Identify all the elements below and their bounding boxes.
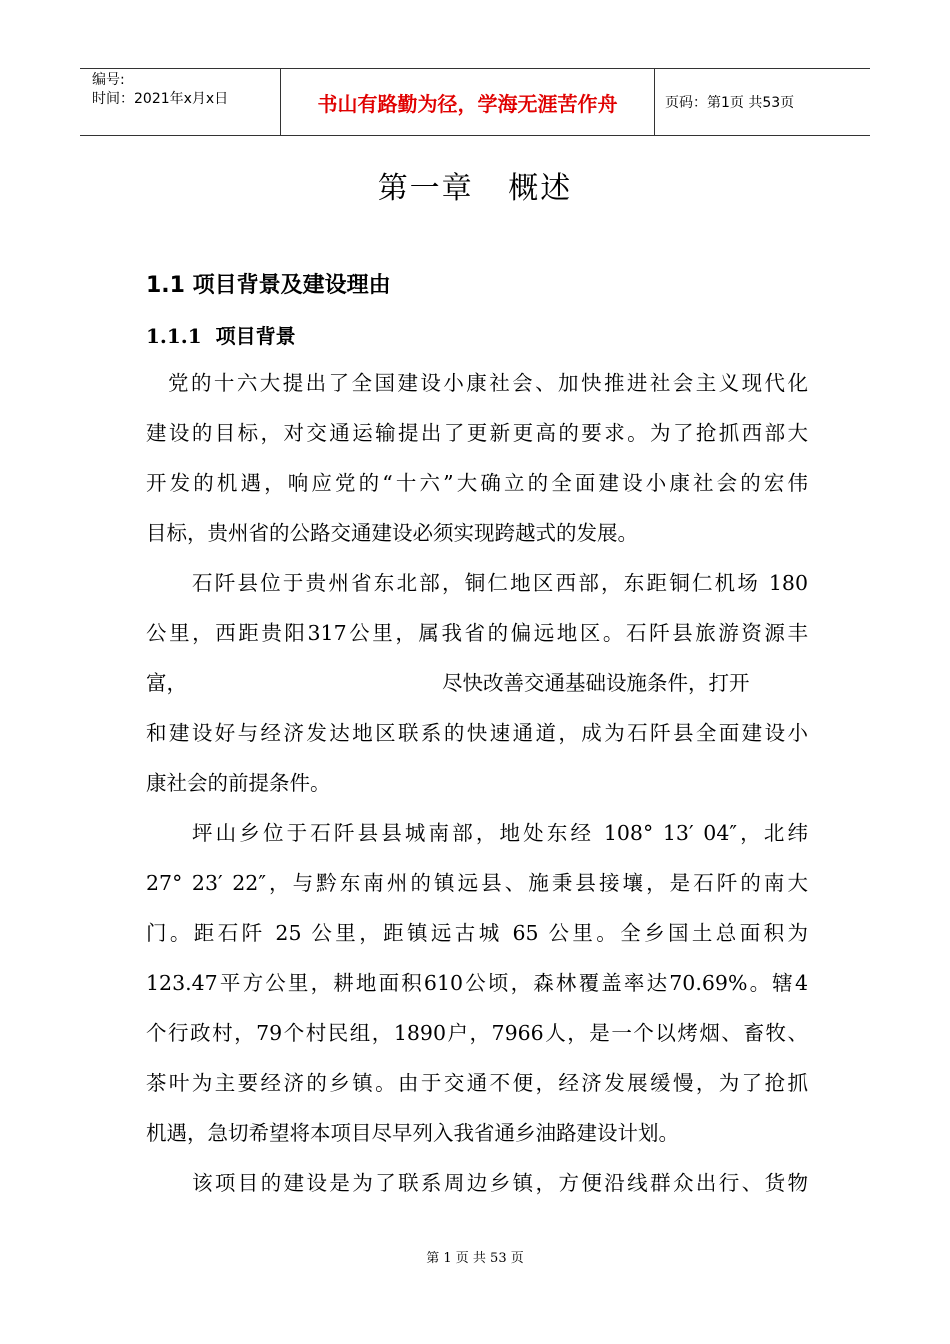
- paragraph-line: 27° 23′ 22″，与黔东南州的镇远县、施秉县接壤，是石阡的南大: [146, 871, 808, 895]
- body-text: [146, 358, 808, 1208]
- paragraph-line: 公里，西距贵阳317公里，属我省的偏远地区。石阡县旅游资源丰: [146, 621, 808, 645]
- paragraph-line: 个行政村，79个村民组，1890户，7966人，是一个以烤烟、畜牧、: [146, 1021, 808, 1045]
- paragraph-line: 123.47平方公里，耕地面积610公顷，森林覆盖率达70.69%。辖4: [146, 971, 808, 995]
- header-meta-cell: [80, 69, 281, 135]
- document-time-label: 时间：2021年x月x日: [92, 91, 229, 107]
- paragraph-line: 目标，贵州省的公路交通建设必须实现跨越式的发展。: [146, 521, 638, 545]
- paragraph-fragment: 尽快改善交通基础设施条件，打开: [442, 671, 750, 695]
- paragraph-line: 机遇，急切希望将本项目尽早列入我省通乡油路建设计划。: [146, 1121, 679, 1145]
- paragraph-line: 开发的机遇，响应党的“十六”大确立的全面建设小康社会的宏伟: [146, 471, 808, 495]
- header-page-info: 页码：第1页 共53页: [665, 95, 795, 111]
- paragraph-line: 茶叶为主要经济的乡镇。由于交通不便，经济发展缓慢，为了抢抓: [146, 1071, 808, 1095]
- paragraph-line: 坪山乡位于石阡县县城南部，地处东经 108° 13′ 04″，北纬: [192, 821, 808, 845]
- chapter-title: 第一章 概述: [377, 171, 573, 206]
- document-number-label: 编号:: [92, 72, 125, 88]
- section-title: 1.1 项目背景及建设理由: [146, 273, 391, 298]
- page-footer: 第 1 页 共 53 页: [426, 1251, 524, 1266]
- paragraph-line: 党的十六大提出了全国建设小康社会、加快推进社会主义现代化: [168, 371, 808, 395]
- subsection-title: 1.1.1 项目背景: [146, 324, 296, 348]
- paragraph-line: 该项目的建设是为了联系周边乡镇，方便沿线群众出行、货物: [192, 1171, 808, 1195]
- paragraph-fragment: 富，: [146, 671, 187, 695]
- document-header-table: [80, 68, 870, 136]
- paragraph-line: 和建设好与经济发达地区联系的快速通道，成为石阡县全面建设小: [146, 721, 808, 745]
- paragraph-line: [146, 658, 808, 708]
- paragraph-line: 石阡县位于贵州省东北部，铜仁地区西部，东距铜仁机场 180: [192, 571, 808, 595]
- paragraph-line: 建设的目标，对交通运输提出了更新更高的要求。为了抢抓西部大: [146, 421, 808, 445]
- header-motto: 书山有路勤为径，学海无涯苦作舟: [281, 69, 655, 135]
- paragraph-line: 门。距石阡 25 公里，距镇远古城 65 公里。全乡国土总面积为: [146, 921, 808, 945]
- paragraph-line: 康社会的前提条件。: [146, 771, 331, 795]
